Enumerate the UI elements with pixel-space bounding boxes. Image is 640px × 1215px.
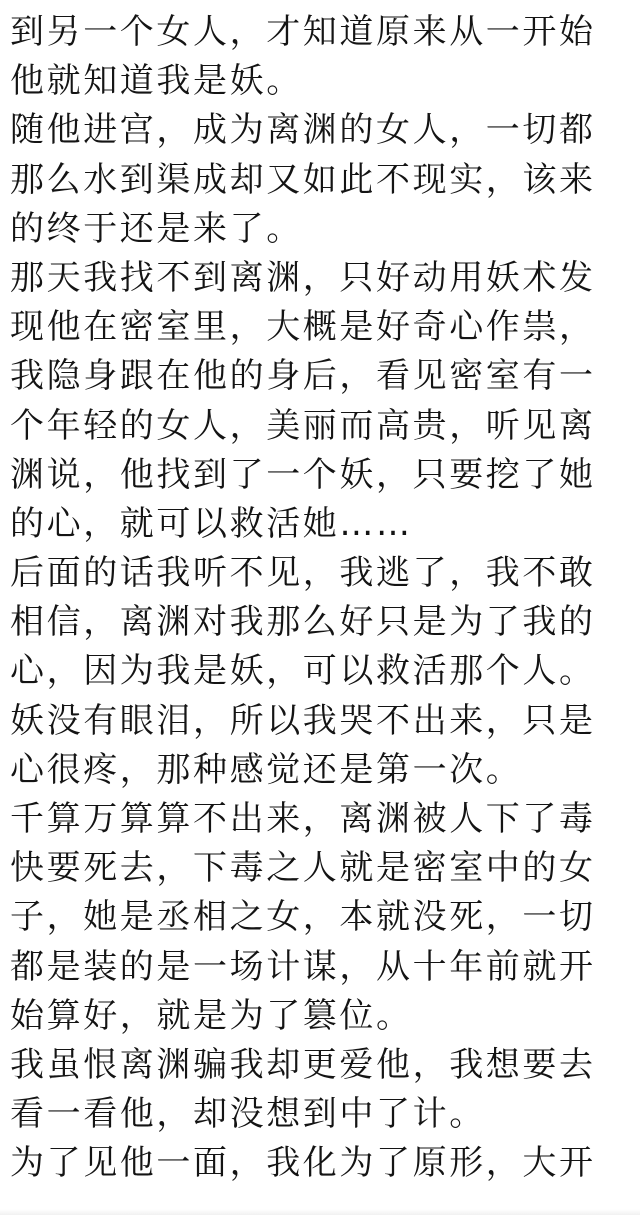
text-line: 个年轻的女人，美丽而高贵，听见离 — [10, 405, 596, 446]
text-line: 那天我找不到离渊，只好动用妖术发 — [10, 257, 596, 298]
text-block — [10, 8, 630, 1189]
text-line: 的终于还是来了。 — [10, 208, 303, 249]
text-line: 看一看他，却没想到中了计。 — [10, 1094, 486, 1135]
text-line: 始算好，就是为了篡位。 — [10, 995, 413, 1036]
text-line: 千算万算算不出来，离渊被人下了毒 — [10, 799, 596, 839]
text-line: 他就知道我是妖。 — [10, 61, 303, 102]
text-line: 相信，离渊对我那么好只是为了我的 — [10, 602, 596, 643]
text-line: 渊说，他找到了一个妖，只要挖了她 — [10, 454, 596, 495]
text-line: 心很疼，那种感觉还是第一次。 — [10, 749, 523, 790]
text-line: 我隐身跟在他的身后，看见密室有一 — [10, 356, 596, 397]
text-line: 那么水到渠成却又如此不现实，该来 — [10, 159, 596, 200]
text-line: 妖没有眼泪，所以我哭不出来，只是 — [10, 700, 596, 741]
text-line: 到另一个女人，才知道原来从一开始 — [10, 12, 596, 52]
text-line: 后面的话我听不见，我逃了，我不敢 — [10, 553, 596, 594]
text-line: 现他在密室里，大概是好奇心作祟， — [10, 307, 596, 348]
text-line: 子，她是丞相之女，本就没死，一切 — [10, 897, 596, 938]
text-line: 都是装的是一场计谋，从十年前就开 — [10, 946, 596, 987]
text-line: 为了见他一面，我化为了原形，大开 — [10, 1143, 596, 1184]
bottom-edge — [0, 1209, 640, 1215]
text-line: 快要死去，下毒之人就是密室中的女 — [10, 848, 596, 889]
text-line: 的心，就可以救活她…… — [10, 503, 413, 544]
text-line: 我虽恨离渊骗我却更爱他，我想要去 — [10, 1044, 596, 1085]
text-line: 心，因为我是妖，可以救活那个人。 — [10, 651, 596, 692]
text-line: 随他进宫，成为离渊的女人，一切都 — [10, 110, 596, 151]
